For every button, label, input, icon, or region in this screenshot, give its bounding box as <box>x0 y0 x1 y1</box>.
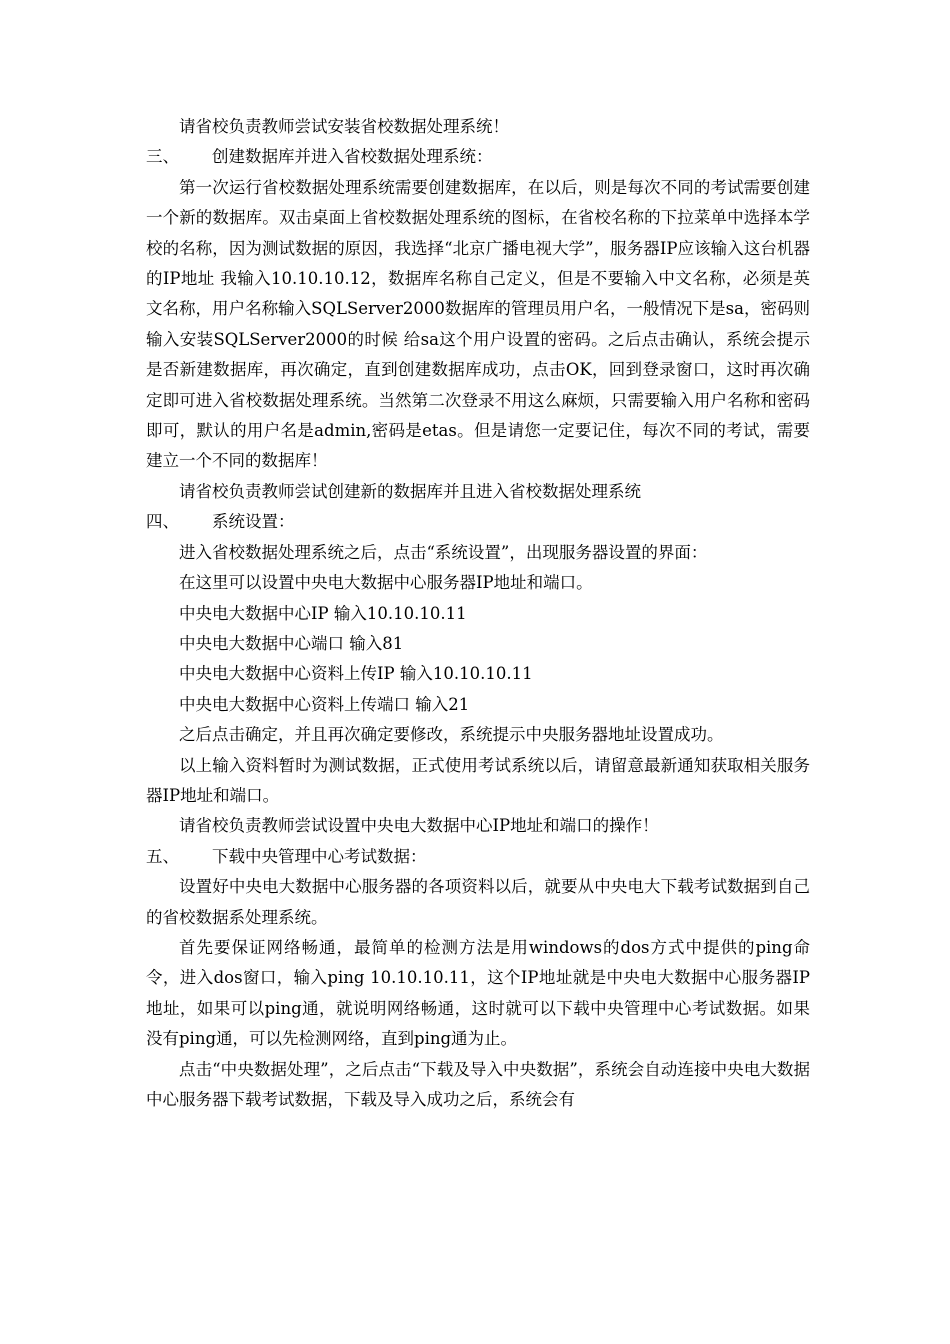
paragraph-1: 请省校负责教师尝试安装省校数据处理系统！ <box>179 117 509 136</box>
paragraph-18: 点击“中央数据处理”，之后点击“下载及导入中央数据”，系统会自动连接中央电大数据中心服务器下载考试数据，下载及导入成功之后，系统会有 <box>146 1059 810 1109</box>
paragraph-14: 请省校负责教师尝试设置中央电大数据中心IP地址和端口的操作！ <box>179 816 659 836</box>
paragraph-12: 之后点击确定，并且再次确定要修改，系统提示中央服务器地址设置成功。 <box>179 725 724 745</box>
section-number: 四、 <box>146 512 179 532</box>
paragraph-9: 中央电大数据中心端口 输入81 <box>179 633 404 653</box>
section-number: 三、 <box>146 147 179 167</box>
paragraph-16: 设置好中央电大数据中心服务器的各项资料以后，就要从中央电大下载考试数据到自己的省校数据系处理系统。 <box>146 877 810 927</box>
section-title: 系统设置： <box>212 512 295 532</box>
paragraph-10: 中央电大数据中心资料上传IP 输入10.10.10.11 <box>179 664 533 684</box>
paragraph-4: 请省校负责教师尝试创建新的数据库并且进入省校数据处理系统 <box>179 481 641 501</box>
paragraph-11: 中央电大数据中心资料上传端口 输入21 <box>179 694 470 714</box>
section-title: 创建数据库并进入省校数据处理系统： <box>212 147 493 167</box>
section-title: 下载中央管理中心考试数据： <box>212 846 427 866</box>
section-heading-3 <box>146 142 810 172</box>
paragraph-3: 第一次运行省校数据处理系统需要创建数据库，在以后，则是每次不同的考试需要创建一个新的数据库。双击桌面上省校数据处理系统的图标，在省校名称的下拉菜单中选择本学校的名称，因为测试数据的原因，我选择“北京广播电视大学”，服务器IP应该输入这台机器的IP地址 我输入10.10.10.12，数据库名称自己定义，但是不要输入中文名称，必须是英文名称，用户名称输入SQLServer2000数据库的管理员用户名，一般情况下是sa，密码则输入安装SQLServer2000的时候 给sa这个用户设置的密码。之后点击确认，系统会提示是否新建数据库，再次确定，直到创建数据库成功，点击OK，回到登录窗口，这时再次确定即可进入省校数据处理系统。当然第二次登录不用这么麻烦，只需要输入用户名称和密码即可，默认的用户名是admin,密码是etas。但是请您一定要记住，每次不同的考试，需要建立一个不同的数据库！ <box>146 177 810 471</box>
section-heading-5 <box>146 842 810 872</box>
section-heading-4 <box>146 507 810 537</box>
paragraph-7: 在这里可以设置中央电大数据中心服务器IP地址和端口。 <box>179 573 593 593</box>
document-page <box>146 112 810 1115</box>
paragraph-8: 中央电大数据中心IP 输入10.10.10.11 <box>179 603 467 623</box>
paragraph-13: 以上输入资料暂时为测试数据，正式使用考试系统以后，请留意最新通知获取相关服务器IP地址和端口。 <box>146 755 810 805</box>
paragraph-17: 首先要保证网络畅通，最简单的检测方法是用windows的dos方式中提供的ping命令，进入dos窗口，输入ping 10.10.10.11，这个IP地址就是中央电大数据中心服务器IP地址，如果可以ping通，就说明网络畅通，这时就可以下载中央管理中心考试数据。如果没有ping通，可以先检测网络，直到ping通为止。 <box>146 937 810 1049</box>
paragraph-6: 进入省校数据处理系统之后，点击“系统设置”，出现服务器设置的界面： <box>179 542 708 562</box>
section-number: 五、 <box>146 846 179 866</box>
